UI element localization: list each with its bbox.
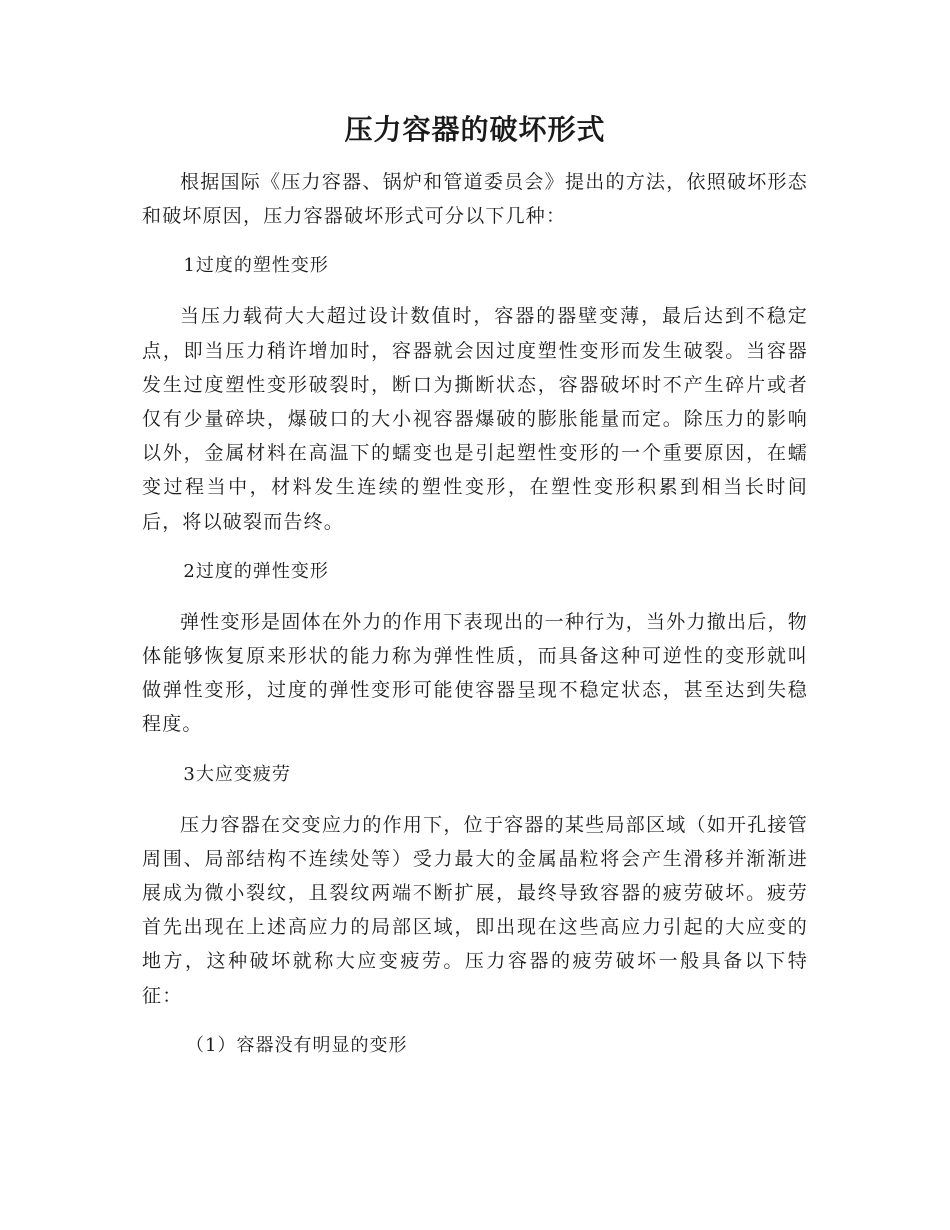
section-body-1: 当压力载荷大大超过设计数值时，容器的器壁变薄，最后达到不稳定点，即当压力稍许增加时，容器就会因过度塑性变形而发生破裂。当容器发生过度塑性变形破裂时，断口为撕断状态，容器破坏时不产生碎片或者仅有少量碎块，爆破口的大小视容器爆破的膨胀能量而定。除压力的影响以外，金属材料在高温下的蠕变也是引起塑性变形的一个重要原因，在蠕变过程当中，材料发生连续的塑性变形，在塑性变形积累到相当长时间后，将以破裂而告终。 <box>142 305 808 533</box>
section-body-2: 弹性变形是固体在外力的作用下表现出的一种行为，当外力撤出后，物体能够恢复原来形状的能力称为弹性性质，而具备这种可逆性的变形就叫做弹性变形，过度的弹性变形可能使容器呈现不稳定状态，甚至达到失稳程度。 <box>142 610 808 736</box>
section-heading-2: 2过度的弹性变形 <box>183 560 329 582</box>
section-body-3: 压力容器在交变应力的作用下，位于容器的某些局部区域（如开孔接管周围、局部结构不连续处等）受力最大的金属晶粒将会产生滑移并渐渐进展成为微小裂纹，且裂纹两端不断扩展，最终导致容器的疲劳破坏。疲劳首先出现在上述高应力的局部区域，即出现在这些高应力引起的大应变的地方，这种破坏就称大应变疲劳。压力容器的疲劳破坏一般具备以下特征： <box>142 813 808 1007</box>
section-heading-1: 1过度的塑性变形 <box>183 255 329 277</box>
section-heading-3: 3大应变疲劳 <box>183 763 291 785</box>
intro-paragraph: 根据国际《压力容器、锅炉和管道委员会》提出的方法，依照破坏形态和破坏原因，压力容器破坏形式可分以下几种： <box>142 171 808 228</box>
list-item: （1）容器没有明显的变形 <box>186 1034 408 1056</box>
document-body <box>142 165 808 1063</box>
page-title: 压力容器的破坏形式 <box>344 113 606 146</box>
